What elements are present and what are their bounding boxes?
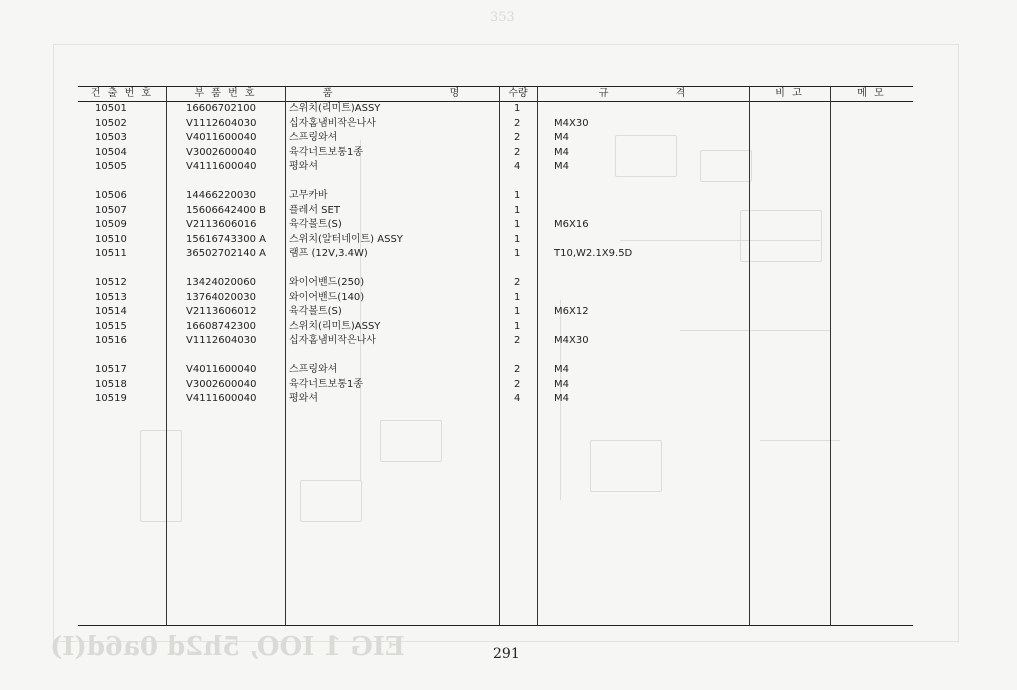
column-divider xyxy=(166,87,167,625)
table-cell-name: 평와셔 xyxy=(289,393,318,404)
table-cell-qty: 1 xyxy=(514,320,521,332)
show-through-diagram-box xyxy=(740,210,822,262)
table-cell-spec: M6X12 xyxy=(554,306,589,317)
table-cell-name: 고무카바 xyxy=(289,190,328,201)
table-cell-qty: 1 xyxy=(514,233,521,245)
table-cell-no: 10503 xyxy=(95,132,127,143)
table-cell-name: 와이어밴드(140) xyxy=(289,291,365,303)
header-remarks: 비 고 xyxy=(775,88,804,99)
table-cell-part: V4111600040 xyxy=(186,393,257,404)
table-cell-qty: 4 xyxy=(514,161,521,172)
column-divider xyxy=(285,87,286,625)
header-part-name: 품 명 xyxy=(322,88,462,99)
table-cell-name: 스위치(리미트)ASSY xyxy=(289,320,381,332)
show-through-diagram-line xyxy=(620,240,820,241)
table-cell-name: 육각너트보통1종 xyxy=(289,146,363,158)
show-through-diagram-box xyxy=(380,420,442,462)
table-cell-part: 16606702100 xyxy=(186,103,256,114)
table-cell-name: 육각볼트(S) xyxy=(289,219,342,230)
table-cell-no: 10518 xyxy=(95,378,127,390)
table-cell-spec: M4 xyxy=(554,161,569,172)
table-cell-spec: M4X30 xyxy=(554,335,589,346)
table-cell-part: 13764020030 xyxy=(186,291,256,303)
table-cell-no: 10501 xyxy=(95,103,127,114)
table-cell-part: 13424020060 xyxy=(186,277,256,288)
header-specification: 규 격 xyxy=(598,88,688,99)
table-cell-no: 10513 xyxy=(95,291,127,303)
table-cell-name: 스프링와셔 xyxy=(289,364,338,375)
column-divider xyxy=(749,87,750,625)
table-cell-spec: M4 xyxy=(554,393,569,404)
table-cell-no: 10502 xyxy=(95,117,127,129)
table-cell-name: 스프링와셔 xyxy=(289,132,338,143)
header-item-number: 건 출 번 호 xyxy=(90,88,154,99)
table-cell-qty: 2 xyxy=(514,146,521,158)
table-cell-name: 십자홈냄비작은나사 xyxy=(289,117,376,129)
table-cell-qty: 2 xyxy=(514,335,521,346)
table-cell-qty: 1 xyxy=(514,103,521,114)
table-cell-part: 14466220030 xyxy=(186,190,256,201)
show-through-diagram-box xyxy=(140,430,182,522)
table-cell-no: 10511 xyxy=(95,248,127,259)
table-cell-spec: M4 xyxy=(554,132,569,143)
show-through-mirrored-footer: EIG 1 IOO, 5h2d 0a6d(I) xyxy=(50,632,405,662)
table-cell-part: V1112604030 xyxy=(186,117,257,129)
column-divider xyxy=(499,87,500,625)
table-cell-name: 평와셔 xyxy=(289,161,318,172)
table-cell-spec: M4 xyxy=(554,364,569,375)
table-cell-spec: T10,W2.1X9.5D xyxy=(554,248,633,259)
table-cell-qty: 4 xyxy=(514,393,521,404)
table-cell-part: 15606642400 B xyxy=(186,204,267,216)
table-cell-no: 10510 xyxy=(95,233,127,245)
column-divider xyxy=(830,87,831,625)
show-through-diagram-line xyxy=(680,330,830,331)
table-cell-qty: 2 xyxy=(514,378,521,390)
table-cell-no: 10519 xyxy=(95,393,127,404)
table-cell-name: 램프 (12V,3.4W) xyxy=(289,248,368,259)
table-cell-qty: 1 xyxy=(514,306,521,317)
table-cell-spec: M6X16 xyxy=(554,219,589,230)
table-cell-qty: 1 xyxy=(514,248,521,259)
table-cell-no: 10505 xyxy=(95,161,127,172)
show-through-page-number: 353 xyxy=(490,10,515,25)
table-cell-no: 10507 xyxy=(95,204,127,216)
table-cell-qty: 1 xyxy=(514,204,521,216)
show-through-diagram-line xyxy=(360,140,361,480)
page-number: 291 xyxy=(493,646,520,662)
table-cell-name: 플레서 SET xyxy=(289,204,340,216)
table-cell-no: 10504 xyxy=(95,146,127,158)
table-cell-part: V3002600040 xyxy=(186,378,257,390)
table-cell-part: V2113606012 xyxy=(186,306,257,317)
table-cell-name: 육각너트보통1종 xyxy=(289,378,363,390)
table-cell-part: V1112604030 xyxy=(186,335,257,346)
show-through-diagram-box xyxy=(590,440,662,492)
table-cell-qty: 2 xyxy=(514,117,521,129)
table-cell-no: 10506 xyxy=(95,190,127,201)
table-cell-part: V2113606016 xyxy=(186,219,257,230)
show-through-diagram-line xyxy=(760,440,840,441)
table-cell-part: 15616743300 A xyxy=(186,233,267,245)
table-cell-part: V4011600040 xyxy=(186,364,257,375)
table-cell-qty: 1 xyxy=(514,219,521,230)
show-through-diagram-box xyxy=(300,480,362,522)
table-cell-part: V4011600040 xyxy=(186,132,257,143)
header-part-number: 부 품 번 호 xyxy=(194,88,257,99)
show-through-diagram-box xyxy=(615,135,677,177)
table-cell-name: 스위치(리미트)ASSY xyxy=(289,103,381,114)
show-through-diagram-box xyxy=(700,150,752,182)
table-bottom-rule xyxy=(78,625,913,626)
table-cell-part: V3002600040 xyxy=(186,146,257,158)
table-cell-spec: M4 xyxy=(554,146,569,158)
table-cell-qty: 2 xyxy=(514,364,521,375)
table-cell-no: 10512 xyxy=(95,277,127,288)
column-divider xyxy=(537,87,538,625)
table-cell-spec: M4 xyxy=(554,378,569,390)
table-cell-name: 육각볼트(S) xyxy=(289,306,342,317)
table-cell-name: 십자홈냄비작은나사 xyxy=(289,335,376,346)
table-cell-part: V4111600040 xyxy=(186,161,257,172)
table-cell-no: 10509 xyxy=(95,219,127,230)
table-cell-qty: 1 xyxy=(514,291,521,303)
table-cell-spec: M4X30 xyxy=(554,117,589,129)
table-cell-no: 10515 xyxy=(95,320,127,332)
table-cell-part: 36502702140 A xyxy=(186,248,267,259)
table-cell-no: 10516 xyxy=(95,335,127,346)
table-cell-qty: 2 xyxy=(514,132,521,143)
table-cell-no: 10514 xyxy=(95,306,127,317)
table-cell-name: 스위치(알터네이트) ASSY xyxy=(289,233,403,245)
table-cell-part: 16608742300 xyxy=(186,320,256,332)
table-cell-qty: 1 xyxy=(514,190,521,201)
header-memo: 메 모 xyxy=(857,88,886,99)
table-cell-no: 10517 xyxy=(95,364,127,375)
table-cell-qty: 2 xyxy=(514,277,521,288)
table-cell-name: 와이어밴드(250) xyxy=(289,277,365,288)
header-quantity: 수량 xyxy=(508,88,528,99)
